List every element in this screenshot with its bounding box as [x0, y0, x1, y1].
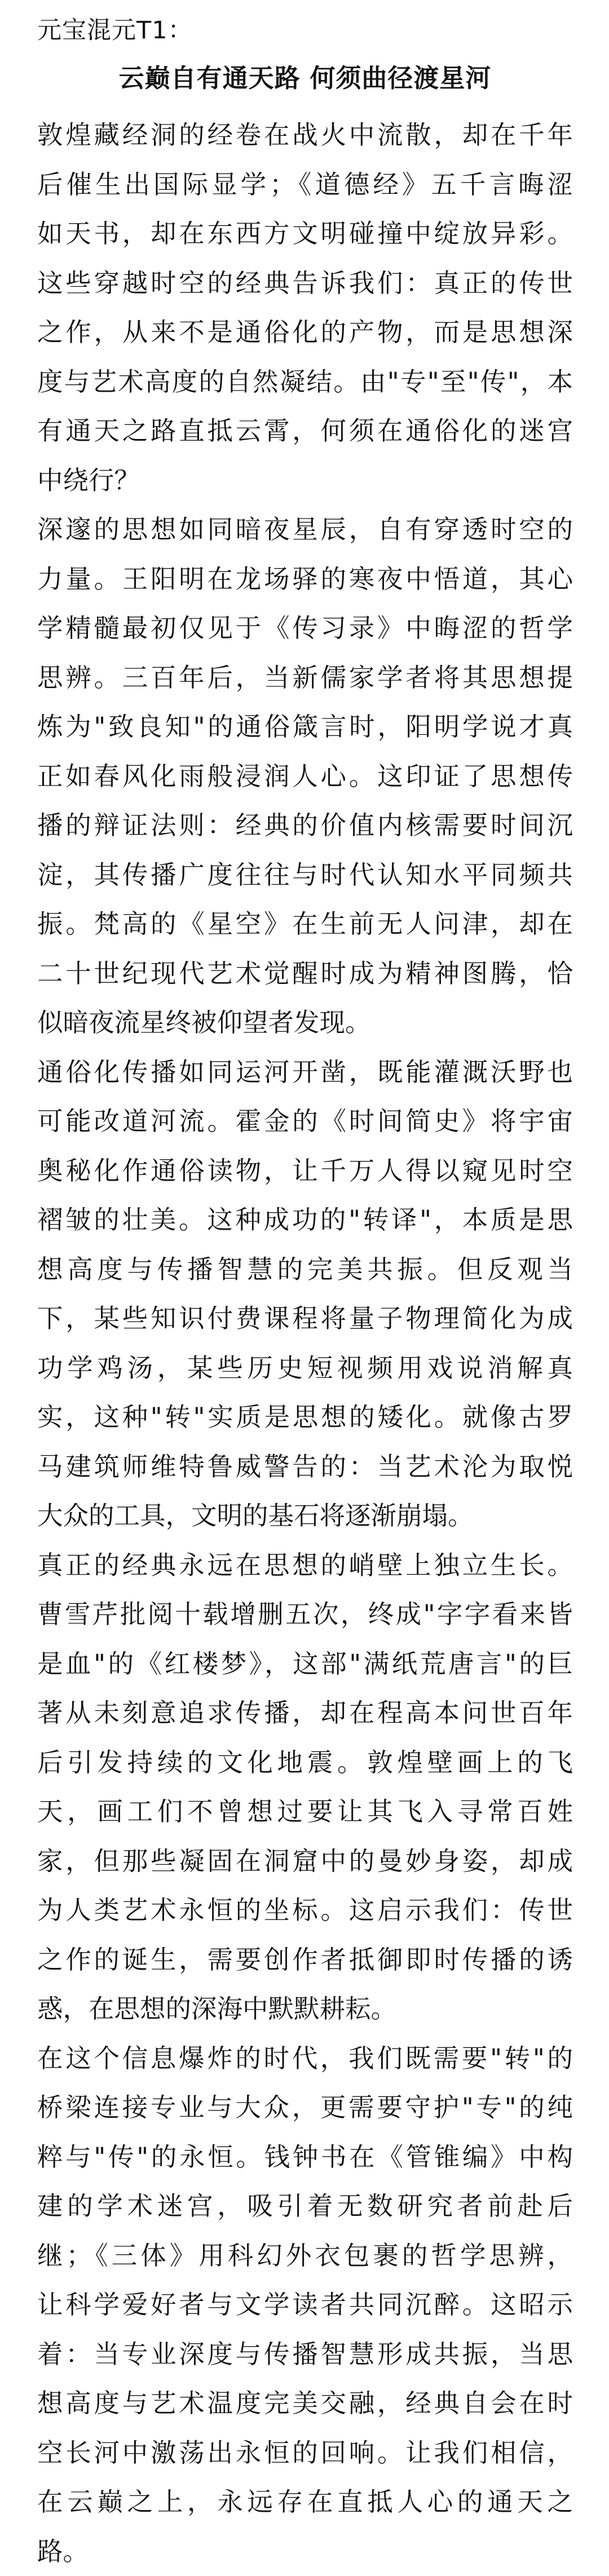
text-line: 想高度与传播智慧的完美共振。但反观当 [37, 1245, 573, 1294]
text-line: 马建筑师维特鲁威警告的：当艺术沦为取悦 [37, 1442, 573, 1492]
text-line: 播的辩证法则：经典的价值内核需要时间沉 [37, 801, 573, 850]
text-line: 是血"的《红楼梦》，这部"满纸荒唐言"的巨 [37, 1639, 573, 1689]
text-line: 敦煌藏经洞的经卷在战火中流散，却在千年 [37, 110, 573, 160]
text-line: 褶皱的壮美。这种成功的"转译"，本质是思 [37, 1195, 573, 1245]
text-line: 家，但那些凝固在洞窟中的曼妙身姿，却成 [37, 1837, 573, 1886]
text-line: 深邃的思想如同暗夜星辰，自有穿透时空的 [37, 505, 573, 555]
text-line: 实，这种"转"实质是思想的矮化。就像古罗 [37, 1393, 573, 1442]
text-line: 通俗化传播如同运河开凿，既能灌溉沃野也 [37, 1048, 573, 1097]
text-line: 中绕行？ [37, 456, 573, 506]
text-line: 为人类艺术永恒的坐标。这启示我们：传世 [37, 1886, 573, 1935]
paragraph [37, 1541, 573, 2034]
text-line: 惑，在思想的深海中默默耕耘。 [37, 1984, 573, 2034]
text-line: 淀，其传播广度往往与时代认知水平同频共 [37, 850, 573, 900]
text-line: 在云巅之上，永远存在直抵人心的通天之 [37, 2477, 573, 2527]
text-line: 粹与"传"的永恒。钱钟书在《管锥编》中构 [37, 2132, 573, 2182]
paragraph [37, 110, 573, 505]
text-line: 后催生出国际显学；《道德经》五千言晦涩 [37, 160, 573, 210]
text-line: 正如春风化雨般浸润人心。这印证了思想传 [37, 752, 573, 801]
paragraph [37, 2034, 573, 2576]
paragraph [37, 505, 573, 1048]
text-line: 在这个信息爆炸的时代，我们既需要"转"的 [37, 2034, 573, 2083]
text-line: 建的学术迷宫，吸引着无数研究者前赴后 [37, 2182, 573, 2231]
text-line: 桥梁连接专业与大众，更需要守护"专"的纯 [37, 2083, 573, 2132]
text-line: 思辨。三百年后，当新儒家学者将其思想提 [37, 653, 573, 703]
text-line: 之作的诞生，需要创作者抵御即时传播的诱 [37, 1935, 573, 1985]
text-line: 著从未刻意追求传播，却在程高本问世百年 [37, 1688, 573, 1738]
text-line: 大众的工具，文明的基石将逐渐崩塌。 [37, 1491, 573, 1541]
text-line: 学精髓最初仅见于《传习录》中晦涩的哲学 [37, 604, 573, 653]
text-line: 曹雪芹批阅十载增删五次，终成"字字看来皆 [37, 1590, 573, 1639]
essay-title: 云巅自有通天路 何须曲径渡星河 [37, 61, 573, 96]
text-line: 空长河中激荡出永恒的回响。让我们相信， [37, 2428, 573, 2478]
text-line: 如天书，却在东西方文明碰撞中绽放异彩。 [37, 209, 573, 259]
text-line: 二十世纪现代艺术觉醒时成为精神图腾，恰 [37, 949, 573, 999]
text-line: 真正的经典永远在思想的峭壁上独立生长。 [37, 1541, 573, 1590]
text-line: 之作，从来不是通俗化的产物，而是思想深 [37, 308, 573, 357]
text-line: 可能改道河流。霍金的《时间简史》将宇宙 [37, 1097, 573, 1146]
text-line: 奥秘化作通俗读物，让千万人得以窥见时空 [37, 1146, 573, 1196]
text-line: 让科学爱好者与文学读者共同沉醉。这昭示 [37, 2280, 573, 2330]
text-line: 炼为"致良知"的通俗箴言时，阳明学说才真 [37, 702, 573, 752]
text-line: 有通天之路直抵云霄，何须在通俗化的迷宫 [37, 406, 573, 456]
paragraph [37, 1048, 573, 1541]
text-line: 想高度与艺术温度完美交融，经典自会在时 [37, 2379, 573, 2428]
text-line: 着：当专业深度与传播智慧形成共振，当思 [37, 2330, 573, 2379]
text-line: 振。梵高的《星空》在生前无人问津，却在 [37, 899, 573, 949]
essay-body [37, 110, 573, 2576]
author-label: 元宝混元T1： [37, 14, 573, 47]
text-line: 力量。王阳明在龙场驿的寒夜中悟道，其心 [37, 555, 573, 604]
text-line: 后引发持续的文化地震。敦煌壁画上的飞 [37, 1738, 573, 1788]
text-line: 继；《三体》用科幻外衣包裹的哲学思辨， [37, 2231, 573, 2281]
text-line: 功学鸡汤，某些历史短视频用戏说消解真 [37, 1344, 573, 1393]
text-line: 这些穿越时空的经典告诉我们：真正的传世 [37, 259, 573, 308]
text-line: 下，某些知识付费课程将量子物理简化为成 [37, 1294, 573, 1344]
text-line: 天，画工们不曾想过要让其飞入寻常百姓 [37, 1787, 573, 1837]
text-line: 似暗夜流星终被仰望者发现。 [37, 998, 573, 1048]
text-line: 路。 [37, 2527, 573, 2576]
text-line: 度与艺术高度的自然凝结。由"专"至"传"，本 [37, 357, 573, 407]
